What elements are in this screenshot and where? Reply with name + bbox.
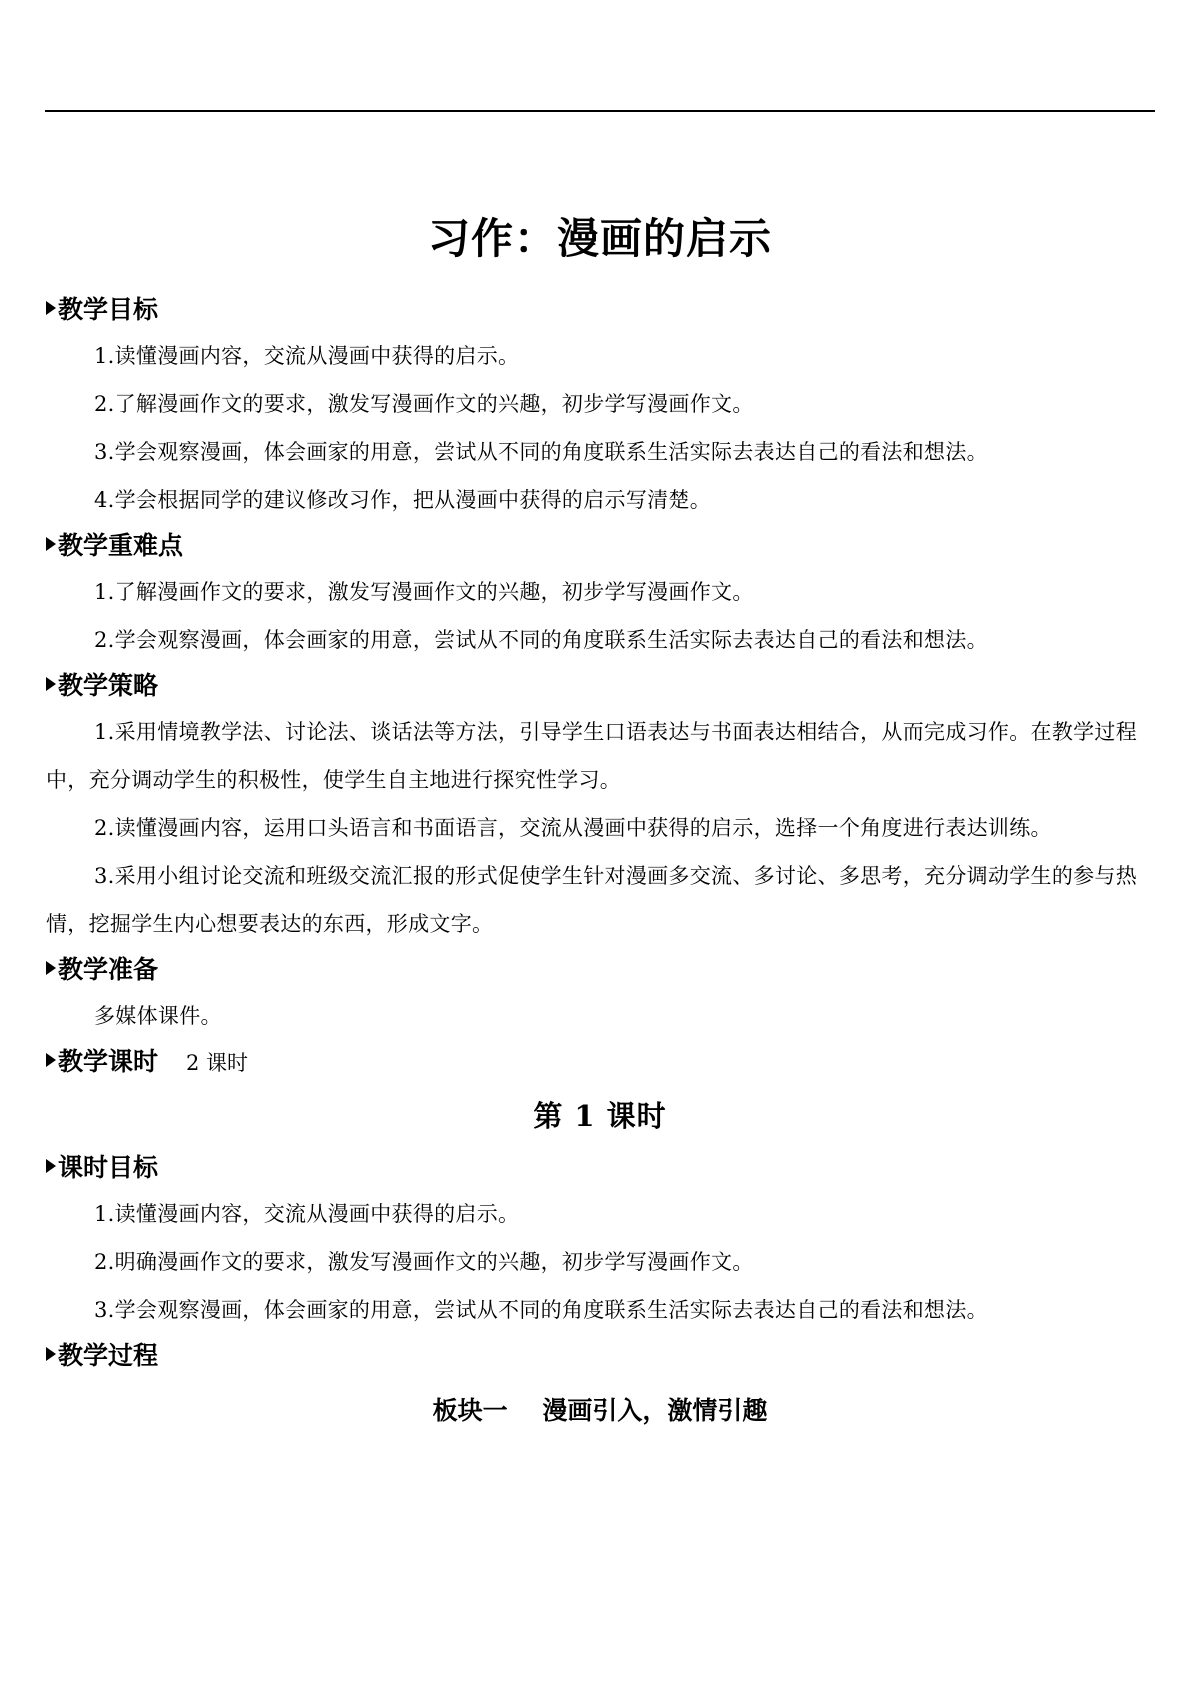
section-heading-text: 教学课时 xyxy=(58,1047,159,1076)
list-item: 3.学会观察漫画，体会画家的用意，尝试从不同的角度联系生活实际去表达自己的看法和想法。 xyxy=(94,1298,988,1322)
triangle-bullet-icon xyxy=(46,1347,56,1361)
document-body xyxy=(46,212,1154,1436)
lesson-title: 第 1 课时 xyxy=(533,1099,667,1133)
section-heading xyxy=(46,664,1154,708)
section-heading xyxy=(46,1334,1154,1378)
section-teaching-process xyxy=(46,1334,1154,1378)
triangle-bullet-icon xyxy=(46,677,56,691)
list-item: 4.学会根据同学的建议修改习作，把从漫画中获得的启示写清楚。 xyxy=(94,488,712,512)
section-heading-text: 教学准备 xyxy=(58,955,159,984)
section-heading xyxy=(46,1146,1154,1190)
list-item: 3.学会观察漫画，体会画家的用意，尝试从不同的角度联系生活实际去表达自己的看法和想法。 xyxy=(94,440,988,464)
section-heading-text: 课时目标 xyxy=(58,1153,159,1182)
triangle-bullet-icon xyxy=(46,537,56,551)
list-item: 2.读懂漫画内容，运用口头语言和书面语言，交流从漫画中获得的启示，选择一个角度进行表达训练。 xyxy=(94,816,1052,840)
list-item: 1.了解漫画作文的要求，激发写漫画作文的兴趣，初步学写漫画作文。 xyxy=(94,580,754,604)
class-hours-value: 2 课时 xyxy=(186,1051,249,1075)
block-title: 板块一 漫画引入，激情引趣 xyxy=(432,1396,768,1425)
section-teaching-goals xyxy=(46,288,1154,524)
triangle-bullet-icon xyxy=(46,301,56,315)
section-teaching-strategy xyxy=(46,664,1154,948)
section-heading xyxy=(46,524,1154,568)
list-item: 2.了解漫画作文的要求，激发写漫画作文的兴趣，初步学写漫画作文。 xyxy=(94,392,754,416)
section-heading xyxy=(46,948,1154,992)
triangle-bullet-icon xyxy=(46,961,56,975)
triangle-bullet-icon xyxy=(46,1053,56,1067)
section-heading-text: 教学策略 xyxy=(58,671,159,700)
section-heading-text: 教学重难点 xyxy=(58,531,184,560)
section-heading-text: 教学过程 xyxy=(58,1341,159,1370)
list-item: 2.明确漫画作文的要求，激发写漫画作文的兴趣，初步学写漫画作文。 xyxy=(94,1250,754,1274)
header-rule xyxy=(45,110,1155,112)
document-title: 习作：漫画的启示 xyxy=(427,214,772,263)
section-class-hours xyxy=(46,1040,1154,1084)
section-heading-text: 教学目标 xyxy=(58,295,159,324)
section-heading xyxy=(46,1040,1154,1084)
section-key-difficulties xyxy=(46,524,1154,664)
section-lesson-goals xyxy=(46,1146,1154,1334)
list-item: 2.学会观察漫画，体会画家的用意，尝试从不同的角度联系生活实际去表达自己的看法和想法。 xyxy=(94,628,988,652)
list-item: 1.读懂漫画内容，交流从漫画中获得的启示。 xyxy=(94,344,520,368)
list-item: 1.读懂漫画内容，交流从漫画中获得的启示。 xyxy=(94,1202,520,1226)
triangle-bullet-icon xyxy=(46,1159,56,1173)
list-item: 1.采用情境教学法、讨论法、谈话法等方法，引导学生口语表达与书面表达相结合，从而完成习作。在教学过程中，充分调动学生的积极性，使学生自主地进行探究性学习。 xyxy=(46,720,1138,792)
section-heading xyxy=(46,288,1154,332)
list-item: 3.采用小组讨论交流和班级交流汇报的形式促使学生针对漫画多交流、多讨论、多思考，充分调动学生的参与热情，挖掘学生内心想要表达的东西，形成文字。 xyxy=(46,864,1138,936)
section-teaching-preparation xyxy=(46,948,1154,1040)
list-item: 多媒体课件。 xyxy=(94,1004,222,1028)
